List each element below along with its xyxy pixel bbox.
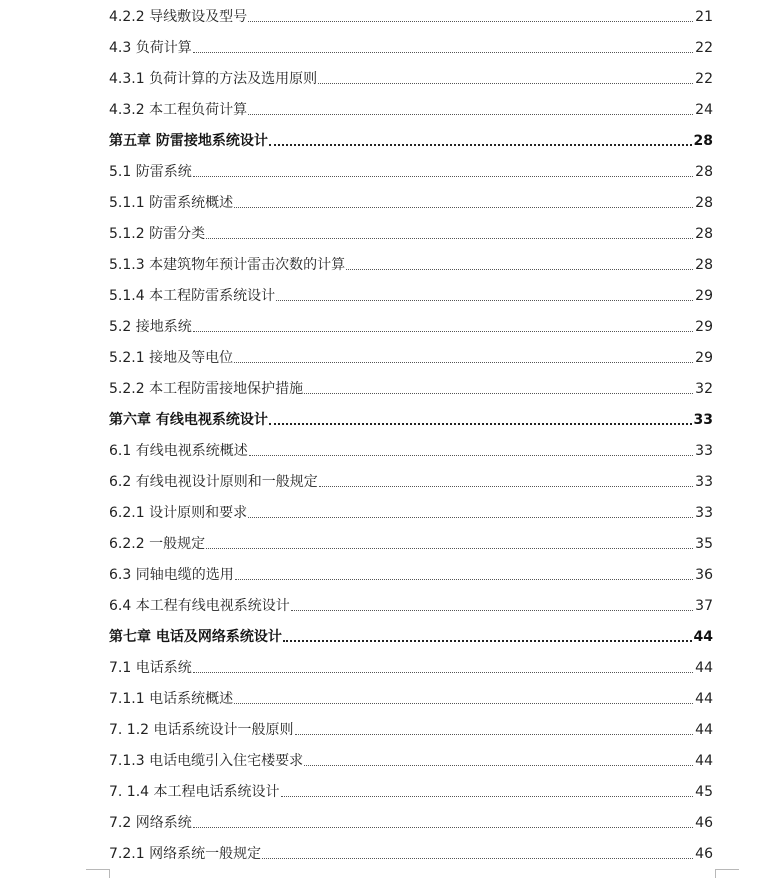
toc-entry-label: 7.2.1 网络系统一般规定 (109, 846, 262, 862)
toc-dot-leader (304, 764, 693, 766)
toc-entry[interactable] (109, 806, 713, 837)
toc-entry[interactable] (109, 465, 713, 496)
toc-entry[interactable] (109, 279, 713, 310)
toc-entry[interactable] (109, 744, 713, 775)
toc-page-number: 28 (693, 133, 713, 149)
toc-dot-leader (319, 485, 693, 487)
table-of-contents (109, 0, 713, 868)
toc-page-number: 24 (695, 102, 713, 118)
toc-dot-leader (304, 392, 693, 394)
toc-entry-label: 第七章 电话及网络系统设计 (109, 629, 282, 645)
toc-dot-leader (206, 237, 693, 239)
toc-entry[interactable] (109, 93, 713, 124)
toc-entry[interactable] (109, 341, 713, 372)
toc-entry-label: 6.3 同轴电缆的选用 (109, 567, 234, 583)
toc-page-number: 32 (695, 381, 713, 397)
toc-entry-label: 6.2.2 一般规定 (109, 536, 206, 552)
toc-entry[interactable] (109, 31, 713, 62)
toc-dot-leader (283, 639, 692, 642)
toc-page-number: 35 (695, 536, 713, 552)
toc-entry[interactable] (109, 558, 713, 589)
toc-entry[interactable] (109, 310, 713, 341)
toc-entry[interactable] (109, 837, 713, 868)
toc-dot-leader (276, 299, 693, 301)
toc-dot-leader (291, 609, 693, 611)
toc-entry-label: 4.3.2 本工程负荷计算 (109, 102, 248, 118)
toc-dot-leader (234, 702, 693, 704)
toc-page-number: 33 (695, 505, 713, 521)
toc-page-number: 29 (695, 319, 713, 335)
toc-entry-label: 6.2.1 设计原则和要求 (109, 505, 248, 521)
toc-dot-leader (295, 733, 694, 735)
toc-entry-label: 第六章 有线电视系统设计 (109, 412, 268, 428)
toc-entry-label: 7.1.3 电话电缆引入住宅楼要求 (109, 753, 304, 769)
toc-page-number: 46 (695, 815, 713, 831)
toc-page-number: 44 (695, 660, 713, 676)
toc-entry-label: 5.1.3 本建筑物年预计雷击次数的计算 (109, 257, 346, 273)
toc-dot-leader (234, 361, 693, 363)
toc-dot-leader (193, 51, 693, 53)
toc-page-number: 21 (695, 9, 713, 25)
toc-chapter-entry[interactable] (109, 124, 713, 155)
toc-page-number: 44 (693, 629, 713, 645)
toc-entry-label: 4.2.2 导线敷设及型号 (109, 9, 248, 25)
toc-dot-leader (193, 826, 693, 828)
toc-page-number: 22 (695, 40, 713, 56)
toc-entry-label: 4.3 负荷计算 (109, 40, 192, 56)
toc-dot-leader (234, 206, 693, 208)
toc-entry[interactable] (109, 248, 713, 279)
toc-dot-leader (269, 422, 692, 425)
toc-entry-label: 5.1.1 防雷系统概述 (109, 195, 234, 211)
toc-entry-label: 5.2.1 接地及等电位 (109, 350, 234, 366)
toc-dot-leader (248, 113, 693, 115)
toc-page-number: 28 (695, 226, 713, 242)
toc-page-number: 33 (695, 474, 713, 490)
toc-entry[interactable] (109, 496, 713, 527)
toc-entry[interactable] (109, 0, 713, 31)
toc-entry-label: 7.2 网络系统 (109, 815, 192, 831)
toc-page-number: 28 (695, 195, 713, 211)
toc-page-number: 44 (695, 722, 713, 738)
toc-entry[interactable] (109, 186, 713, 217)
toc-entry[interactable] (109, 217, 713, 248)
toc-dot-leader (206, 547, 693, 549)
toc-entry[interactable] (109, 589, 713, 620)
toc-dot-leader (249, 454, 693, 456)
toc-dot-leader (318, 82, 693, 84)
toc-dot-leader (346, 268, 693, 270)
toc-dot-leader (248, 20, 693, 22)
toc-dot-leader (262, 857, 693, 859)
toc-page-number: 44 (695, 753, 713, 769)
toc-entry-label: 5.2.2 本工程防雷接地保护措施 (109, 381, 304, 397)
toc-entry-label: 5.1.2 防雷分类 (109, 226, 206, 242)
toc-dot-leader (193, 175, 693, 177)
toc-entry[interactable] (109, 372, 713, 403)
toc-dot-leader (248, 516, 693, 518)
toc-dot-leader (193, 330, 693, 332)
toc-entry-label: 6.2 有线电视设计原则和一般规定 (109, 474, 318, 490)
toc-page-number: 29 (695, 350, 713, 366)
toc-entry-label: 4.3.1 负荷计算的方法及选用原则 (109, 71, 318, 87)
toc-entry-label: 5.1.4 本工程防雷系统设计 (109, 288, 276, 304)
toc-entry[interactable] (109, 434, 713, 465)
toc-dot-leader (193, 671, 693, 673)
toc-page-number: 33 (693, 412, 713, 428)
toc-page-number: 44 (695, 691, 713, 707)
toc-dot-leader (281, 795, 694, 797)
toc-entry-label: 第五章 防雷接地系统设计 (109, 133, 268, 149)
toc-page-number: 46 (695, 846, 713, 862)
toc-entry[interactable] (109, 775, 713, 806)
toc-entry[interactable] (109, 62, 713, 93)
toc-page-number: 36 (695, 567, 713, 583)
toc-entry[interactable] (109, 651, 713, 682)
toc-entry[interactable] (109, 155, 713, 186)
toc-page-number: 28 (695, 164, 713, 180)
toc-entry-label: 6.1 有线电视系统概述 (109, 443, 248, 459)
toc-dot-leader (235, 578, 693, 580)
toc-entry-label: 7. 1.4 本工程电话系统设计 (109, 784, 280, 800)
toc-entry[interactable] (109, 527, 713, 558)
toc-entry-label: 7. 1.2 电话系统设计一般原则 (109, 722, 294, 738)
toc-entry-label: 7.1 电话系统 (109, 660, 192, 676)
toc-page-number: 29 (695, 288, 713, 304)
toc-entry[interactable] (109, 713, 713, 744)
toc-page-number: 22 (695, 71, 713, 87)
toc-page-number: 37 (695, 598, 713, 614)
toc-chapter-entry[interactable] (109, 403, 713, 434)
toc-entry-label: 7.1.1 电话系统概述 (109, 691, 234, 707)
toc-dot-leader (269, 143, 692, 146)
toc-entry[interactable] (109, 682, 713, 713)
toc-entry-label: 6.4 本工程有线电视系统设计 (109, 598, 290, 614)
toc-page-number: 33 (695, 443, 713, 459)
toc-chapter-entry[interactable] (109, 620, 713, 651)
toc-page-number: 28 (695, 257, 713, 273)
toc-entry-label: 5.2 接地系统 (109, 319, 192, 335)
toc-page-number: 45 (695, 784, 713, 800)
toc-entry-label: 5.1 防雷系统 (109, 164, 192, 180)
